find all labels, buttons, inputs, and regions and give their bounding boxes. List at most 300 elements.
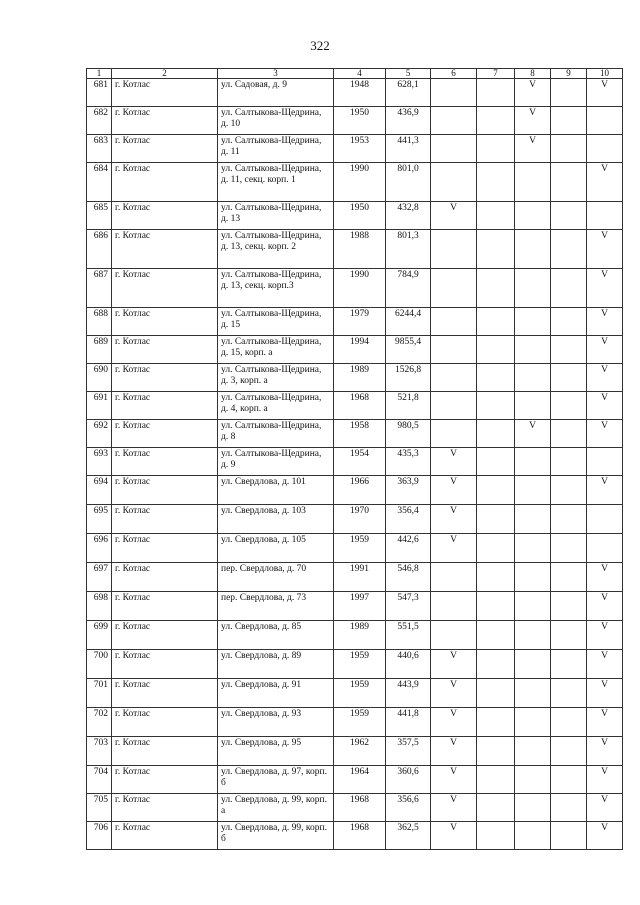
mark-cell: [551, 679, 587, 708]
mark-cell: [477, 708, 515, 737]
mark-cell: [477, 766, 515, 794]
row-number: 689: [87, 336, 112, 364]
address-cell: ул. Салтыкова-Щедрина, д. 13: [218, 202, 334, 230]
mark-cell: V: [587, 766, 623, 794]
year-cell: 1997: [334, 592, 386, 621]
table-row: [87, 107, 623, 135]
mark-cell: [551, 708, 587, 737]
mark-cell: [515, 364, 551, 392]
mark-cell: [515, 505, 551, 534]
row-number: 684: [87, 163, 112, 202]
city-cell: г. Котлас: [112, 308, 218, 336]
mark-cell: [477, 202, 515, 230]
area-cell: 546,8: [386, 563, 431, 592]
mark-cell: [431, 336, 477, 364]
mark-cell: [587, 135, 623, 163]
mark-cell: V: [587, 392, 623, 420]
year-cell: 1959: [334, 650, 386, 679]
city-cell: г. Котлас: [112, 534, 218, 563]
address-cell: ул. Салтыкова-Щедрина, д. 3, корп. а: [218, 364, 334, 392]
mark-cell: [551, 230, 587, 269]
mark-cell: V: [431, 505, 477, 534]
mark-cell: [515, 269, 551, 308]
mark-cell: V: [587, 679, 623, 708]
mark-cell: V: [587, 621, 623, 650]
area-cell: 356,6: [386, 794, 431, 822]
mark-cell: V: [431, 794, 477, 822]
mark-cell: [515, 822, 551, 850]
row-number: 697: [87, 563, 112, 592]
mark-cell: V: [587, 476, 623, 505]
year-cell: 1959: [334, 679, 386, 708]
mark-cell: [515, 766, 551, 794]
mark-cell: [477, 794, 515, 822]
mark-cell: [515, 202, 551, 230]
row-number: 694: [87, 476, 112, 505]
mark-cell: [515, 392, 551, 420]
table-row: [87, 563, 623, 592]
mark-cell: [515, 592, 551, 621]
area-cell: 442,6: [386, 534, 431, 563]
year-cell: 1989: [334, 364, 386, 392]
mark-cell: [587, 107, 623, 135]
mark-cell: V: [587, 79, 623, 107]
mark-cell: [551, 563, 587, 592]
city-cell: г. Котлас: [112, 708, 218, 737]
area-cell: 6244,4: [386, 308, 431, 336]
mark-cell: [431, 308, 477, 336]
mark-cell: [477, 269, 515, 308]
mark-cell: [477, 505, 515, 534]
table-row: [87, 135, 623, 163]
address-cell: ул. Салтыкова-Щедрина, д. 9: [218, 448, 334, 476]
area-cell: 435,3: [386, 448, 431, 476]
mark-cell: V: [431, 708, 477, 737]
mark-cell: V: [587, 163, 623, 202]
mark-cell: [551, 336, 587, 364]
column-header: 4: [334, 69, 386, 79]
column-header: 3: [218, 69, 334, 79]
mark-cell: [477, 679, 515, 708]
mark-cell: V: [587, 794, 623, 822]
city-cell: г. Котлас: [112, 163, 218, 202]
mark-cell: [515, 336, 551, 364]
mark-cell: [551, 534, 587, 563]
table-row: [87, 505, 623, 534]
mark-cell: [551, 163, 587, 202]
mark-cell: [431, 563, 477, 592]
address-cell: ул. Салтыкова-Щедрина, д. 15, корп. а: [218, 336, 334, 364]
row-number: 681: [87, 79, 112, 107]
mark-cell: [515, 163, 551, 202]
mark-cell: [551, 79, 587, 107]
city-cell: г. Котлас: [112, 448, 218, 476]
year-cell: 1964: [334, 766, 386, 794]
column-header: 10: [587, 69, 623, 79]
address-cell: ул. Салтыкова-Щедрина, д. 8: [218, 420, 334, 448]
area-cell: 784,9: [386, 269, 431, 308]
area-cell: 1526,8: [386, 364, 431, 392]
mark-cell: [551, 794, 587, 822]
mark-cell: [551, 448, 587, 476]
area-cell: 547,3: [386, 592, 431, 621]
address-cell: ул. Свердлова, д. 95: [218, 737, 334, 766]
city-cell: г. Котлас: [112, 202, 218, 230]
column-header: 6: [431, 69, 477, 79]
year-cell: 1988: [334, 230, 386, 269]
table-row: [87, 592, 623, 621]
table-row: [87, 79, 623, 107]
city-cell: г. Котлас: [112, 794, 218, 822]
city-cell: г. Котлас: [112, 822, 218, 850]
address-cell: ул. Свердлова, д. 103: [218, 505, 334, 534]
mark-cell: [551, 737, 587, 766]
mark-cell: [477, 650, 515, 679]
row-number: 686: [87, 230, 112, 269]
area-cell: 441,8: [386, 708, 431, 737]
mark-cell: V: [587, 650, 623, 679]
area-cell: 980,5: [386, 420, 431, 448]
area-cell: 801,3: [386, 230, 431, 269]
mark-cell: [515, 308, 551, 336]
row-number: 700: [87, 650, 112, 679]
address-cell: ул. Салтыкова-Щедрина, д. 4, корп. а: [218, 392, 334, 420]
mark-cell: V: [431, 202, 477, 230]
year-cell: 1962: [334, 737, 386, 766]
mark-cell: [551, 476, 587, 505]
mark-cell: [431, 364, 477, 392]
year-cell: 1968: [334, 392, 386, 420]
city-cell: г. Котлас: [112, 230, 218, 269]
city-cell: г. Котлас: [112, 563, 218, 592]
address-cell: ул. Садовая, д. 9: [218, 79, 334, 107]
row-number: 691: [87, 392, 112, 420]
row-number: 699: [87, 621, 112, 650]
row-number: 685: [87, 202, 112, 230]
city-cell: г. Котлас: [112, 679, 218, 708]
city-cell: г. Котлас: [112, 650, 218, 679]
city-cell: г. Котлас: [112, 135, 218, 163]
row-number: 683: [87, 135, 112, 163]
city-cell: г. Котлас: [112, 336, 218, 364]
row-number: 693: [87, 448, 112, 476]
mark-cell: V: [431, 650, 477, 679]
mark-cell: V: [431, 766, 477, 794]
row-number: 706: [87, 822, 112, 850]
year-cell: 1970: [334, 505, 386, 534]
year-cell: 1990: [334, 269, 386, 308]
mark-cell: V: [587, 563, 623, 592]
year-cell: 1968: [334, 822, 386, 850]
city-cell: г. Котлас: [112, 107, 218, 135]
mark-cell: V: [515, 107, 551, 135]
column-header: 2: [112, 69, 218, 79]
table-row: [87, 766, 623, 794]
mark-cell: [477, 822, 515, 850]
mark-cell: [477, 420, 515, 448]
mark-cell: V: [587, 308, 623, 336]
address-cell: ул. Свердлова, д. 91: [218, 679, 334, 708]
mark-cell: [515, 448, 551, 476]
table-row: [87, 737, 623, 766]
mark-cell: [431, 392, 477, 420]
mark-cell: [477, 621, 515, 650]
mark-cell: [515, 563, 551, 592]
area-cell: 551,5: [386, 621, 431, 650]
table-row: [87, 621, 623, 650]
year-cell: 1989: [334, 621, 386, 650]
mark-cell: [515, 621, 551, 650]
table-row: [87, 794, 623, 822]
table-row: [87, 679, 623, 708]
mark-cell: [477, 364, 515, 392]
table-row: [87, 163, 623, 202]
column-header: 1: [87, 69, 112, 79]
mark-cell: [551, 505, 587, 534]
year-cell: 1968: [334, 794, 386, 822]
row-number: 705: [87, 794, 112, 822]
mark-cell: [515, 534, 551, 563]
address-cell: ул. Свердлова, д. 93: [218, 708, 334, 737]
mark-cell: [477, 476, 515, 505]
mark-cell: [551, 364, 587, 392]
housing-registry-table: [86, 68, 623, 850]
mark-cell: [587, 448, 623, 476]
mark-cell: [431, 230, 477, 269]
column-header: 7: [477, 69, 515, 79]
mark-cell: V: [431, 822, 477, 850]
address-cell: ул. Салтыкова-Щедрина, д. 13, секц. корп. 2: [218, 230, 334, 269]
area-cell: 801,0: [386, 163, 431, 202]
column-number-row: [87, 69, 623, 79]
mark-cell: V: [431, 534, 477, 563]
table-row: [87, 392, 623, 420]
table-row: [87, 230, 623, 269]
mark-cell: [477, 163, 515, 202]
mark-cell: [431, 107, 477, 135]
area-cell: 628,1: [386, 79, 431, 107]
mark-cell: V: [431, 448, 477, 476]
row-number: 702: [87, 708, 112, 737]
year-cell: 1959: [334, 708, 386, 737]
city-cell: г. Котлас: [112, 476, 218, 505]
address-cell: ул. Свердлова, д. 97, корп. б: [218, 766, 334, 794]
mark-cell: V: [587, 269, 623, 308]
mark-cell: [515, 708, 551, 737]
mark-cell: [515, 794, 551, 822]
row-number: 682: [87, 107, 112, 135]
row-number: 690: [87, 364, 112, 392]
mark-cell: V: [431, 476, 477, 505]
table-row: [87, 202, 623, 230]
city-cell: г. Котлас: [112, 269, 218, 308]
mark-cell: V: [587, 230, 623, 269]
address-cell: ул. Свердлова, д. 105: [218, 534, 334, 563]
mark-cell: V: [587, 592, 623, 621]
city-cell: г. Котлас: [112, 392, 218, 420]
column-header: 8: [515, 69, 551, 79]
mark-cell: [551, 269, 587, 308]
mark-cell: [551, 308, 587, 336]
address-cell: ул. Салтыкова-Щедрина, д. 11, секц. корп. 1: [218, 163, 334, 202]
mark-cell: [551, 135, 587, 163]
mark-cell: [431, 621, 477, 650]
mark-cell: [551, 650, 587, 679]
row-number: 701: [87, 679, 112, 708]
row-number: 687: [87, 269, 112, 308]
table-row: [87, 822, 623, 850]
city-cell: г. Котлас: [112, 621, 218, 650]
row-number: 703: [87, 737, 112, 766]
area-cell: 440,6: [386, 650, 431, 679]
table-row: [87, 336, 623, 364]
mark-cell: [551, 202, 587, 230]
mark-cell: V: [431, 679, 477, 708]
address-cell: ул. Салтыкова-Щедрина, д. 10: [218, 107, 334, 135]
year-cell: 1950: [334, 107, 386, 135]
mark-cell: [431, 79, 477, 107]
city-cell: г. Котлас: [112, 737, 218, 766]
page-number: 322: [310, 38, 330, 53]
mark-cell: [477, 107, 515, 135]
mark-cell: [477, 534, 515, 563]
mark-cell: [587, 202, 623, 230]
year-cell: 1994: [334, 336, 386, 364]
year-cell: 1979: [334, 308, 386, 336]
year-cell: 1991: [334, 563, 386, 592]
mark-cell: V: [515, 79, 551, 107]
area-cell: 443,9: [386, 679, 431, 708]
table-row: [87, 534, 623, 563]
mark-cell: [551, 420, 587, 448]
table-row: [87, 420, 623, 448]
mark-cell: [477, 308, 515, 336]
year-cell: 1958: [334, 420, 386, 448]
city-cell: г. Котлас: [112, 420, 218, 448]
mark-cell: [551, 766, 587, 794]
year-cell: 1950: [334, 202, 386, 230]
year-cell: 1966: [334, 476, 386, 505]
row-number: 696: [87, 534, 112, 563]
mark-cell: [515, 650, 551, 679]
mark-cell: V: [587, 336, 623, 364]
mark-cell: [551, 392, 587, 420]
row-number: 704: [87, 766, 112, 794]
area-cell: 436,9: [386, 107, 431, 135]
mark-cell: [431, 420, 477, 448]
mark-cell: [431, 163, 477, 202]
mark-cell: [477, 135, 515, 163]
year-cell: 1990: [334, 163, 386, 202]
year-cell: 1954: [334, 448, 386, 476]
mark-cell: [515, 230, 551, 269]
area-cell: 362,5: [386, 822, 431, 850]
mark-cell: V: [515, 135, 551, 163]
row-number: 688: [87, 308, 112, 336]
column-header: 5: [386, 69, 431, 79]
mark-cell: [587, 534, 623, 563]
mark-cell: [551, 592, 587, 621]
city-cell: г. Котлас: [112, 364, 218, 392]
column-header: 9: [551, 69, 587, 79]
table-body: [87, 69, 623, 850]
area-cell: 357,5: [386, 737, 431, 766]
address-cell: ул. Свердлова, д. 85: [218, 621, 334, 650]
mark-cell: [477, 563, 515, 592]
mark-cell: [477, 392, 515, 420]
mark-cell: [515, 476, 551, 505]
mark-cell: V: [431, 737, 477, 766]
mark-cell: V: [515, 420, 551, 448]
table-row: [87, 650, 623, 679]
area-cell: 356,4: [386, 505, 431, 534]
address-cell: ул. Салтыкова-Щедрина, д. 13, секц. корп.3: [218, 269, 334, 308]
mark-cell: [515, 679, 551, 708]
mark-cell: V: [587, 364, 623, 392]
mark-cell: V: [587, 737, 623, 766]
row-number: 695: [87, 505, 112, 534]
address-cell: ул. Свердлова, д. 99, корп. а: [218, 794, 334, 822]
area-cell: 9855,4: [386, 336, 431, 364]
address-cell: ул. Свердлова, д. 89: [218, 650, 334, 679]
area-cell: 432,8: [386, 202, 431, 230]
year-cell: 1953: [334, 135, 386, 163]
area-cell: 521,8: [386, 392, 431, 420]
table-row: [87, 448, 623, 476]
city-cell: г. Котлас: [112, 766, 218, 794]
mark-cell: [477, 230, 515, 269]
mark-cell: [477, 336, 515, 364]
city-cell: г. Котлас: [112, 79, 218, 107]
mark-cell: [431, 135, 477, 163]
table-row: [87, 364, 623, 392]
mark-cell: [515, 737, 551, 766]
address-cell: ул. Салтыкова-Щедрина, д. 15: [218, 308, 334, 336]
mark-cell: V: [587, 420, 623, 448]
mark-cell: [551, 822, 587, 850]
area-cell: 363,9: [386, 476, 431, 505]
address-cell: пер. Свердлова, д. 70: [218, 563, 334, 592]
area-cell: 441,3: [386, 135, 431, 163]
year-cell: 1948: [334, 79, 386, 107]
address-cell: пер. Свердлова, д. 73: [218, 592, 334, 621]
city-cell: г. Котлас: [112, 592, 218, 621]
year-cell: 1959: [334, 534, 386, 563]
mark-cell: [431, 592, 477, 621]
area-cell: 360,6: [386, 766, 431, 794]
mark-cell: [477, 79, 515, 107]
table-row: [87, 269, 623, 308]
mark-cell: [431, 269, 477, 308]
table-row: [87, 308, 623, 336]
mark-cell: [551, 621, 587, 650]
row-number: 698: [87, 592, 112, 621]
city-cell: г. Котлас: [112, 505, 218, 534]
table-row: [87, 708, 623, 737]
address-cell: ул. Свердлова, д. 101: [218, 476, 334, 505]
mark-cell: V: [587, 708, 623, 737]
table-row: [87, 476, 623, 505]
mark-cell: [477, 737, 515, 766]
mark-cell: [587, 505, 623, 534]
address-cell: ул. Салтыкова-Щедрина, д. 11: [218, 135, 334, 163]
mark-cell: [477, 592, 515, 621]
row-number: 692: [87, 420, 112, 448]
mark-cell: [551, 107, 587, 135]
mark-cell: [477, 448, 515, 476]
mark-cell: V: [587, 822, 623, 850]
address-cell: ул. Свердлова, д. 99, корп. б: [218, 822, 334, 850]
